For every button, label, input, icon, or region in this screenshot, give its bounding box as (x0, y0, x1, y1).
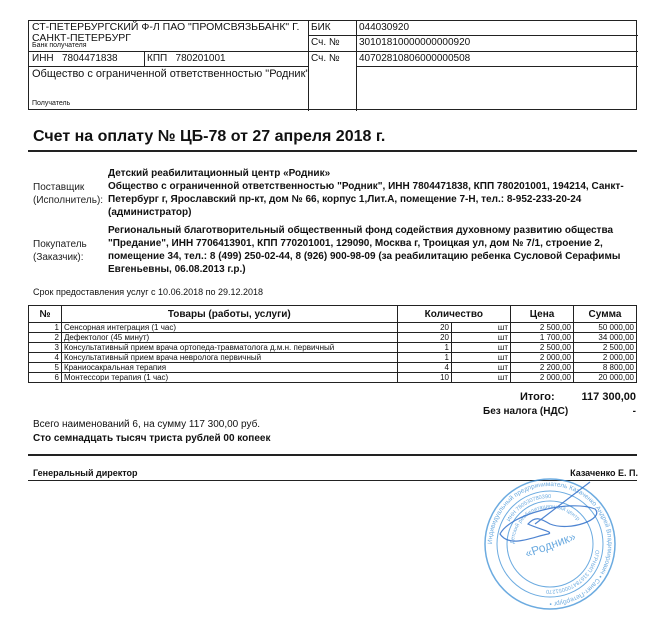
table-row (29, 353, 637, 363)
supplier-label (33, 181, 103, 207)
row-price: 2 000,00 (511, 353, 574, 363)
header-price: Цена (511, 306, 574, 323)
invoice-title: Счет на оплату № ЦБ-78 от 27 апреля 2018 г. (33, 128, 386, 145)
header-name: Товары (работы, услуги) (62, 306, 398, 323)
recipient-name: Общество с ограниченной ответственностью "Родник" (32, 68, 310, 80)
row-unit: шт (451, 323, 510, 333)
row-unit: шт (451, 373, 510, 383)
buyer-label-2: (Заказчик): (33, 252, 84, 263)
supplier-name: Детский реабилитационный центр «Родник» (108, 168, 331, 179)
supplier-address: Общество с ограниченной ответственностью "Родник", ИНН 7804471838, КПП 780201001, 194214, Санкт-Петербург г, Ярославский пр-кт, дом № 66, корпус 1,Лит.А, помещение 7-Н, тел.: 8-952-233-20-24 (администратор) (108, 181, 624, 218)
row-unit: шт (451, 353, 510, 363)
row-price: 1 700,00 (511, 333, 574, 343)
corr-account-value: 30101810000000000920 (359, 37, 471, 48)
bank-label: Банк получателя (32, 42, 87, 49)
row-num: 5 (29, 363, 62, 373)
table-row (29, 333, 637, 343)
inn-label: ИНН (32, 53, 54, 64)
row-name: Консультативный прием врача ортопеда-травматолога д.м.н. первичный (62, 343, 398, 353)
account-label: Сч. № (311, 53, 340, 64)
amount-in-words: Сто семнадцать тысяч триста рублей 00 копеек (33, 433, 271, 444)
supplier-label-2: (Исполнитель): (33, 195, 104, 206)
table-row (29, 363, 637, 373)
buyer-label-1: Покупатель (33, 239, 87, 250)
row-price: 2 200,00 (511, 363, 574, 373)
row-price: 2 000,00 (511, 373, 574, 383)
row-qty: 1 (397, 353, 451, 363)
service-period: Срок предоставления услуг с 10.06.2018 по 29.12.2018 (33, 287, 264, 297)
signatory-position: Генеральный директор (33, 468, 138, 478)
row-unit: шт (451, 343, 510, 353)
row-price: 2 500,00 (511, 323, 574, 333)
row-sum: 20 000,00 (574, 373, 637, 383)
kpp-label: КПП (147, 53, 168, 64)
kpp-value: 780201001 (175, 53, 226, 64)
stamp-outer-text: Индивидуальный предприниматель Казаченко Андрей Владимирович • Санкт-Петербург • (486, 480, 614, 608)
row-name: Краниосакральная терапия (62, 363, 398, 373)
row-num: 3 (29, 343, 62, 353)
supplier-label-1: Поставщик (33, 182, 85, 193)
bik-label: БИК (311, 22, 331, 33)
row-name: Сенсорная интеграция (1 час) (62, 323, 398, 333)
corr-account-label: Сч. № (311, 37, 340, 48)
row-qty: 20 (397, 333, 451, 343)
bank-details-table (28, 20, 637, 110)
row-qty: 20 (397, 323, 451, 333)
row-name: Дефектолог (45 минут) (62, 333, 398, 343)
vat-value: - (632, 406, 636, 417)
header-qty: Количество (397, 306, 510, 323)
items-summary: Всего наименований 6, на сумму 117 300,00 руб. (33, 419, 261, 430)
items-table (28, 305, 637, 383)
header-num: № (29, 306, 62, 323)
stamp-ogrn-text: ОГРНИП 316784700051270 (545, 549, 600, 595)
table-row (29, 373, 637, 383)
row-sum: 50 000,00 (574, 323, 637, 333)
account-value: 40702810806000000508 (359, 53, 471, 64)
divider (28, 150, 637, 152)
row-num: 1 (29, 323, 62, 333)
total-value: 117 300,00 (581, 391, 636, 403)
stamp-center-text: «Родник» (523, 529, 578, 561)
row-num: 4 (29, 353, 62, 363)
stamp-inn-text: ИНН 780530780390 (506, 493, 552, 523)
table-row (29, 323, 637, 333)
row-qty: 4 (397, 363, 451, 373)
inn-value: 7804471838 (61, 53, 118, 64)
buyer-details: Региональный благотворительный общественный фонд содействия духовному развитию общества "Предание", ИНН 7706413901, КПП 770201001, 129090, Москва г, Троицкая ул, дом № 7/1, строение 2, помещение 34, тел.: 8 (499) 250-02-44, 8 (926) 900-98-09 (за реабилитацию ребенка Сусловой Серафимы Евгеньевны, 06.08.2013 г.р.) (108, 225, 621, 275)
table-row (29, 343, 637, 353)
row-sum: 8 800,00 (574, 363, 637, 373)
bank-name: СТ-ПЕТЕРБУРГСКИЙ Ф-Л ПАО "ПРОМСВЯЗЬБАНК" Г. САНКТ-ПЕТЕРБУРГ (32, 21, 300, 44)
row-unit: шт (451, 333, 510, 343)
row-qty: 1 (397, 343, 451, 353)
signatory-name: Казаченко Е. П. (570, 468, 638, 478)
supplier-details (108, 167, 633, 219)
total-label: Итого: (520, 391, 555, 403)
row-qty: 10 (397, 373, 451, 383)
header-sum: Сумма (574, 306, 637, 323)
buyer-label (33, 238, 87, 264)
row-num: 2 (29, 333, 62, 343)
recipient-label: Получатель (32, 100, 71, 107)
divider (28, 454, 637, 456)
company-stamp (480, 474, 620, 614)
row-sum: 2 500,00 (574, 343, 637, 353)
row-unit: шт (451, 363, 510, 373)
stamp-inner-text: Детский реабилитационный центр (509, 503, 581, 545)
bik-value: 044030920 (359, 22, 410, 33)
row-num: 6 (29, 373, 62, 383)
row-name: Консультативный прием врача невролога первичный (62, 353, 398, 363)
row-sum: 34 000,00 (574, 333, 637, 343)
row-price: 2 500,00 (511, 343, 574, 353)
vat-label: Без налога (НДС) (483, 406, 569, 417)
row-name: Монтессори терапия (1 час) (62, 373, 398, 383)
row-sum: 2 000,00 (574, 353, 637, 363)
